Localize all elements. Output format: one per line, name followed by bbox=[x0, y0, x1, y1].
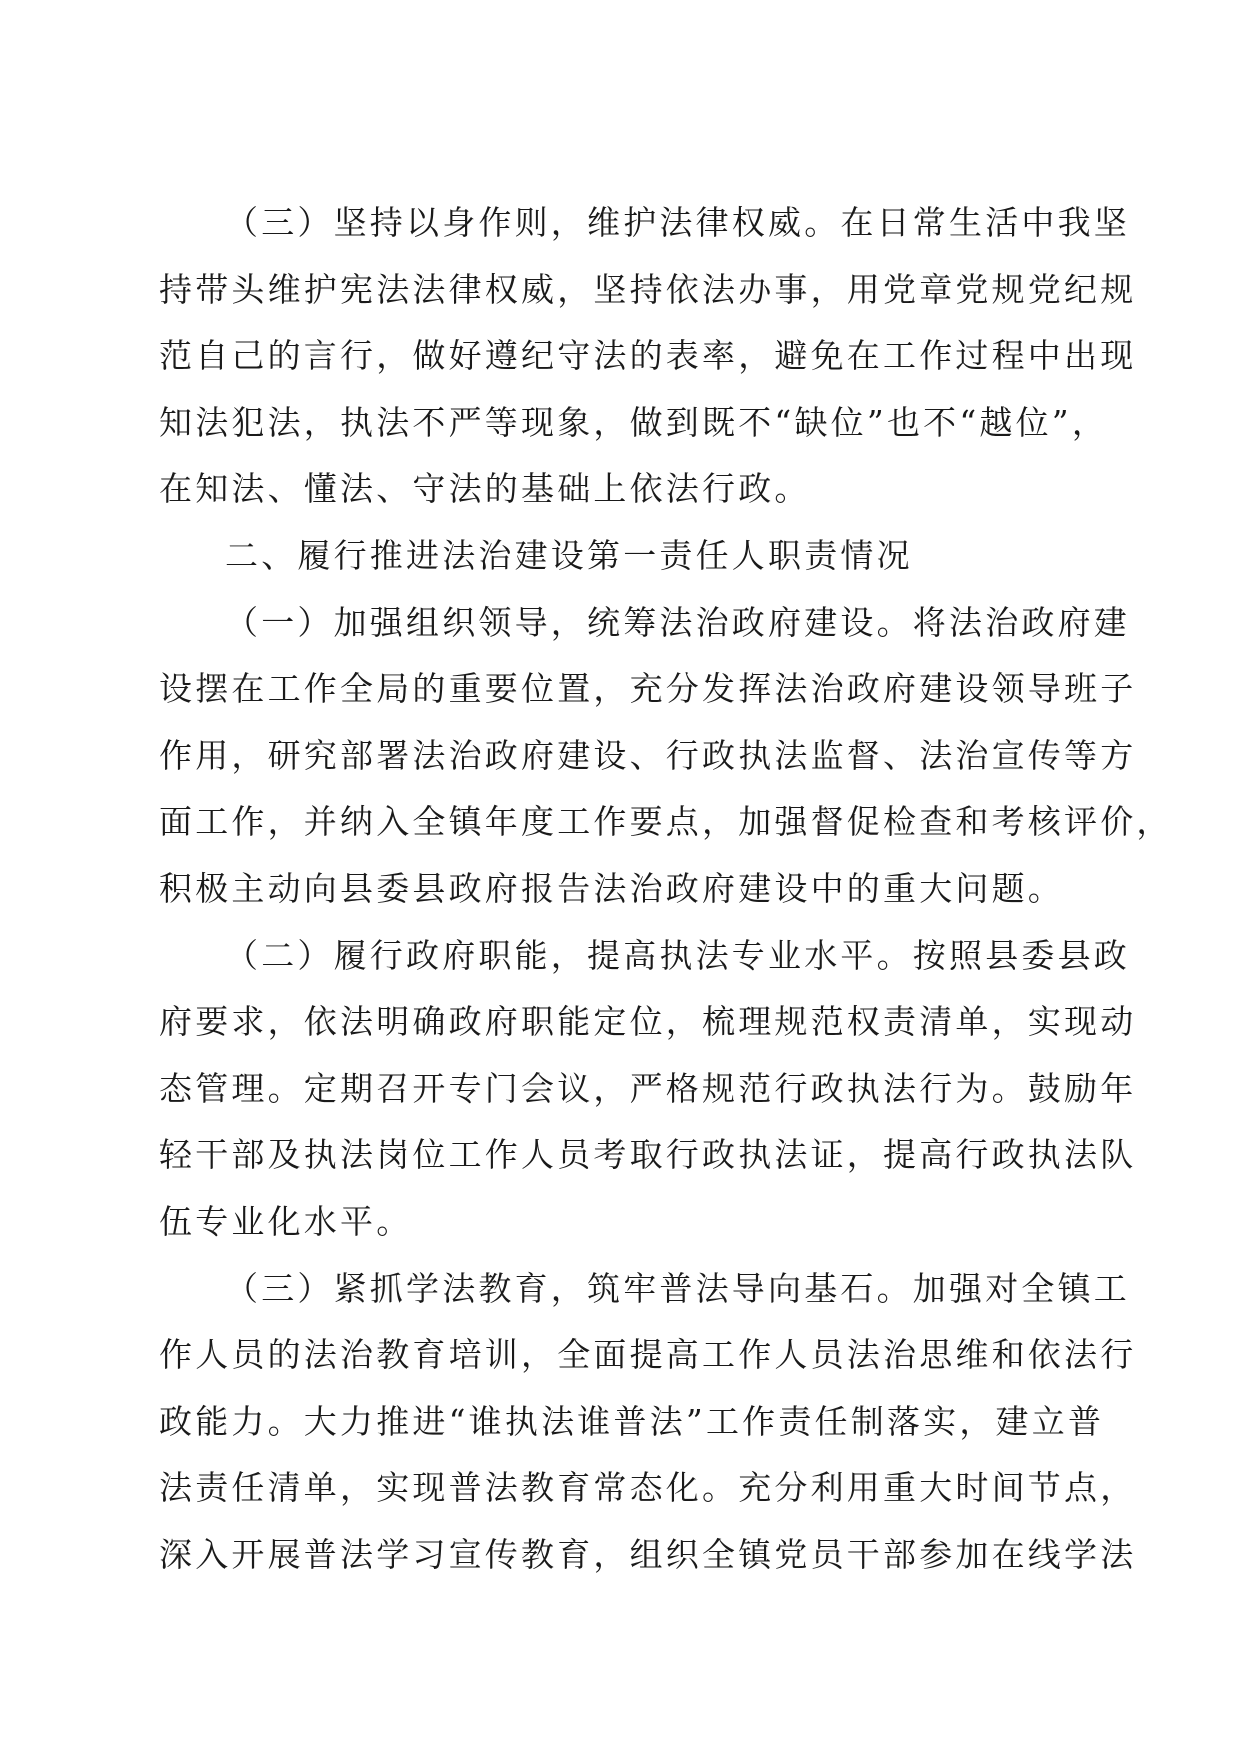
paragraph-line: 态管理。定期召开专门会议，严格规范行政执法行为。鼓励年 bbox=[159, 1068, 1137, 1108]
paragraph-line: 设摆在工作全局的重要位置，充分发挥法治政府建设领导班子 bbox=[159, 669, 1137, 709]
paragraph-line: （一）加强组织领导，统筹法治政府建设。将法治政府建 bbox=[225, 602, 1130, 642]
paragraph-line: 在知法、懂法、守法的基础上依法行政。 bbox=[159, 469, 811, 509]
paragraph-legal-education bbox=[159, 1256, 1137, 1589]
paragraph-line: 深入开展普法学习宣传教育，组织全镇党员干部参加在线学法 bbox=[159, 1534, 1137, 1574]
document-body bbox=[159, 190, 1173, 1588]
paragraph-line: 知法犯法，执法不严等现象，做到既不“缺位”也不“越位”， bbox=[159, 402, 1109, 442]
paragraph-line: 面工作，并纳入全镇年度工作要点，加强督促检查和考核评价， bbox=[159, 802, 1173, 842]
paragraph-line: 范自己的言行，做好遵纪守法的表率，避免在工作过程中出现 bbox=[159, 336, 1137, 376]
paragraph-line: 府要求，依法明确政府职能定位，梳理规范权责清单，实现动 bbox=[159, 1002, 1137, 1042]
paragraph-uphold-law-authority bbox=[159, 190, 1137, 523]
section-heading-text: 二、履行推进法治建设第一责任人职责情况 bbox=[225, 535, 913, 575]
paragraph-line: （二）履行政府职能，提高执法专业水平。按照县委县政 bbox=[225, 935, 1130, 975]
paragraph-organization-leadership bbox=[159, 590, 1173, 923]
paragraph-line: （三）紧抓学法教育，筑牢普法导向基石。加强对全镇工 bbox=[225, 1268, 1130, 1308]
paragraph-line: 轻干部及执法岗位工作人员考取行政执法证，提高行政执法队 bbox=[159, 1135, 1137, 1175]
paragraph-line: 作人员的法治教育培训，全面提高工作人员法治思维和依法行 bbox=[159, 1335, 1137, 1375]
paragraph-line: 伍专业化水平。 bbox=[159, 1201, 413, 1241]
paragraph-government-functions bbox=[159, 923, 1137, 1256]
paragraph-line: 作用，研究部署法治政府建设、行政执法监督、法治宣传等方 bbox=[159, 735, 1137, 775]
paragraph-line: （三）坚持以身作则，维护法律权威。在日常生活中我坚 bbox=[225, 203, 1130, 242]
paragraph-line: 法责任清单，实现普法教育常态化。充分利用重大时间节点， bbox=[159, 1468, 1137, 1508]
paragraph-line: 持带头维护宪法法律权威，坚持依法办事，用党章党规党纪规 bbox=[159, 269, 1137, 309]
paragraph-line: 积极主动向县委县政府报告法治政府建设中的重大问题。 bbox=[159, 868, 1064, 908]
section-heading bbox=[159, 523, 1099, 590]
paragraph-line: 政能力。大力推进“谁执法谁普法”工作责任制落实，建立普 bbox=[159, 1401, 1105, 1441]
